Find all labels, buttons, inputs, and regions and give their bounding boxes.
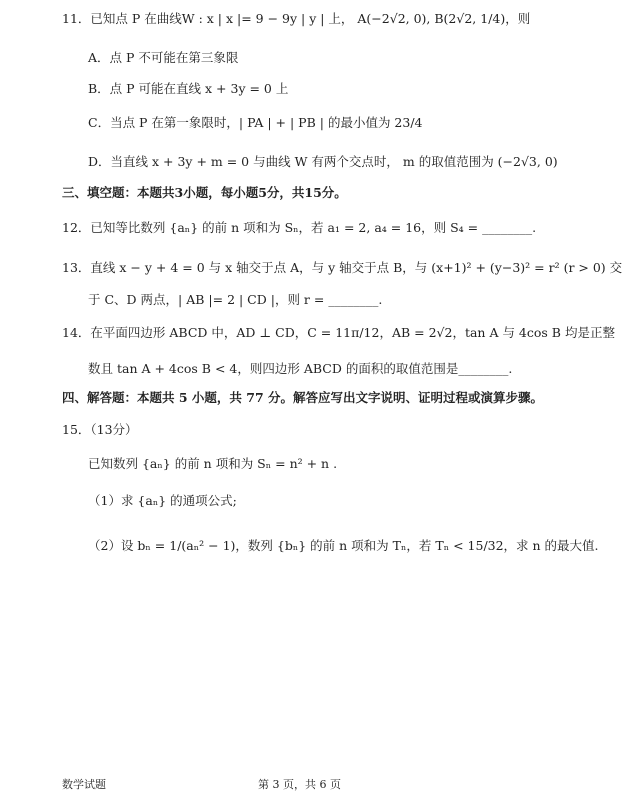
q13-line-1: 13．直线 x − y + 4 = 0 与 x 轴交于点 A，与 y 轴交于点 B，与 (x+1)² + (y−3)² = r² (r > 0) 交 bbox=[62, 260, 623, 275]
footer-subject: 数学试题 bbox=[62, 778, 106, 791]
q14-line-2: 数且 tan A + 4cos B < 4，则四边形 ABCD 的面积的取值范围是________. bbox=[88, 361, 513, 376]
q12: 12．已知等比数列 {aₙ} 的前 n 项和为 Sₙ，若 a₁ = 2, a₄ = 16，则 S₄ = ________. bbox=[62, 220, 537, 235]
section-3-heading: 三、填空题：本题共3小题，每小题5分，共15分。 bbox=[62, 185, 347, 200]
q14-line-1: 14．在平面四边形 ABCD 中，AD ⊥ CD，C = 11π/12，AB = 2√2，tan A 与 4cos B 均是正整 bbox=[62, 325, 615, 340]
q11-option-b: B．点 P 可能在直线 x + 3y = 0 上 bbox=[88, 81, 289, 96]
q11-option-a: A．点 P 不可能在第三象限 bbox=[88, 50, 239, 65]
q13-line-2: 于 C、D 两点，| AB |= 2 | CD |，则 r = ________. bbox=[88, 292, 383, 307]
q11-option-c: C．当点 P 在第一象限时，| PA | + | PB | 的最小值为 23/4 bbox=[88, 115, 423, 130]
footer-page-number: 第 3 页，共 6 页 bbox=[258, 778, 341, 791]
q15-heading: 15．（13分） bbox=[62, 422, 138, 437]
q15-part-1: （1）求 {aₙ} 的通项公式; bbox=[88, 493, 237, 508]
section-4-heading: 四、解答题：本题共 5 小题，共 77 分。解答应写出文字说明、证明过程或演算步骤。 bbox=[62, 390, 544, 405]
q11-stem: 11．已知点 P 在曲线W : x | x |= 9 − 9y | y | 上， A(−2√2, 0), B(2√2, 1/4)，则 bbox=[62, 11, 531, 26]
q15-part-2: （2）设 bₙ = 1/(aₙ² − 1)，数列 {bₙ} 的前 n 项和为 Tₙ，若 Tₙ < 15/32，求 n 的最大值. bbox=[88, 538, 599, 553]
q11-option-d: D．当直线 x + 3y + m = 0 与曲线 W 有两个交点时， m 的取值范围为 (−2√3, 0) bbox=[88, 154, 558, 169]
q15-stem: 已知数列 {aₙ} 的前 n 项和为 Sₙ = n² + n . bbox=[88, 456, 338, 471]
